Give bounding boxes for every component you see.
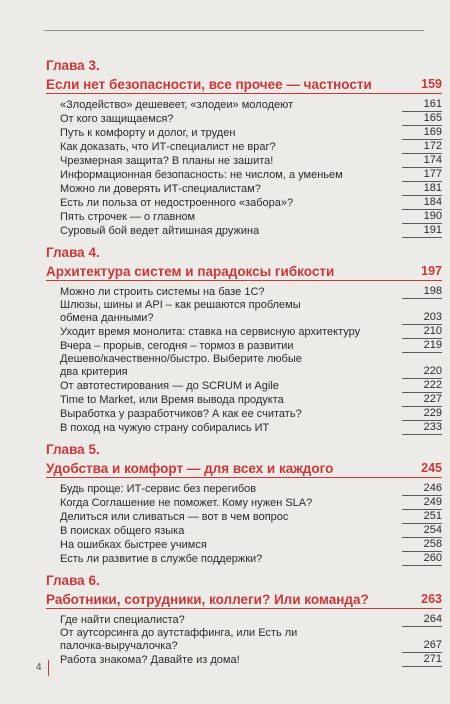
toc-entry-line: Информационная безопасность: не числом, а уменьем xyxy=(60,169,343,181)
toc-entry-title xyxy=(60,169,396,182)
toc-entry-title xyxy=(60,99,396,112)
toc-entry-line: В поисках общего языка xyxy=(60,525,185,537)
toc-entry-page-number: 233 xyxy=(402,421,442,435)
toc-entry-title xyxy=(60,286,396,299)
toc-entry-page-number: 210 xyxy=(402,325,442,339)
toc-entry xyxy=(60,353,442,379)
toc-entry-line: Есть ли развитие в службе поддержки? xyxy=(60,553,263,565)
toc-entry-page-number: 184 xyxy=(402,196,442,210)
toc-entry-line: Time to Market, или Время вывода продукта xyxy=(60,394,284,406)
toc-entry-title xyxy=(60,614,396,627)
chapter-title-row xyxy=(46,458,442,478)
toc-entry xyxy=(60,140,442,154)
toc-entry-page-number: 251 xyxy=(402,510,442,524)
toc-entry-page-number: 177 xyxy=(402,168,442,182)
toc-entry-title xyxy=(60,627,396,653)
toc-entry xyxy=(60,182,442,196)
toc-entry-title xyxy=(60,141,396,154)
toc-entry-line: В поход на чужую страну собирались ИТ xyxy=(60,422,270,434)
toc-entry-title xyxy=(60,525,396,538)
toc-entry-line: От кого защищаемся? xyxy=(60,113,174,125)
toc-entry-page-number: 271 xyxy=(402,653,442,667)
chapter-title: Работники, сотрудники, коллеги? Или команда? xyxy=(46,592,369,607)
toc-entry-line: Как доказать, что ИТ-специалист не враг? xyxy=(60,141,276,153)
chapter-title-row xyxy=(46,589,442,609)
toc-entry xyxy=(60,339,442,353)
toc-entry-line: обмена данными? xyxy=(60,312,154,324)
chapter-page-number: 197 xyxy=(421,264,442,278)
entry-list xyxy=(60,285,442,435)
toc-entry xyxy=(60,421,442,435)
chapter-section xyxy=(46,573,442,667)
toc-entry-title xyxy=(60,422,396,435)
toc-entry-line: Работа знакома? Давайте из дома! xyxy=(60,654,240,666)
toc-entry-line: Шлюзы, шины и API – как решаются проблемы xyxy=(60,299,301,311)
toc-entry xyxy=(60,482,442,496)
toc-entry-title xyxy=(60,127,396,140)
toc-entry-title xyxy=(60,326,396,339)
toc-entry-line: От аутсорсинга до аутстаффинга, или Есть ли xyxy=(60,627,298,639)
folio-bar xyxy=(48,660,49,676)
toc-entry-page-number: 174 xyxy=(402,154,442,168)
toc-entry xyxy=(60,510,442,524)
toc-entry xyxy=(60,627,442,653)
toc-entry xyxy=(60,224,442,238)
chapter-section xyxy=(46,442,442,566)
toc-entry-page-number: 260 xyxy=(402,552,442,566)
toc-entry xyxy=(60,552,442,566)
toc-entry xyxy=(60,524,442,538)
toc-entry-page-number: 190 xyxy=(402,210,442,224)
toc-entry-line: Пять строчек — о главном xyxy=(60,211,196,223)
toc-entry-title xyxy=(60,654,396,667)
toc-entry-line: Будь проще: ИТ-сервис без перегибов xyxy=(60,483,257,495)
toc-entry-title xyxy=(60,380,396,393)
toc-entry xyxy=(60,98,442,112)
toc-entry-page-number: 227 xyxy=(402,393,442,407)
chapter-label: Глава 5. xyxy=(46,442,100,457)
toc-entry xyxy=(60,299,442,325)
toc-entry-page-number: 169 xyxy=(402,126,442,140)
toc-entry-line: На ошибках быстрее учимся xyxy=(60,539,207,551)
toc-entry xyxy=(60,393,442,407)
toc-entry-page-number: 198 xyxy=(402,285,442,299)
toc-entry-title xyxy=(60,408,396,421)
toc-entry-line: Дешево/качественно/быстро. Выберите любые xyxy=(60,353,302,365)
toc-entry-line: Путь к комфорту и долог, и труден xyxy=(60,127,236,139)
entry-list xyxy=(60,98,442,238)
toc-entry xyxy=(60,538,442,552)
toc-entry xyxy=(60,325,442,339)
toc-entry-page-number: 254 xyxy=(402,524,442,538)
table-of-contents xyxy=(46,58,442,674)
chapter-title-row xyxy=(46,74,442,94)
toc-entry-title xyxy=(60,553,396,566)
toc-entry-page-number: 267 xyxy=(402,639,442,653)
toc-entry-page-number: 161 xyxy=(402,98,442,112)
toc-entry-title xyxy=(60,539,396,552)
toc-entry-title xyxy=(60,225,396,238)
chapter-title: Удобства и комфорт — для всех и каждого xyxy=(46,461,334,476)
toc-entry xyxy=(60,196,442,210)
toc-entry-title xyxy=(60,299,396,325)
toc-entry-title xyxy=(60,394,396,407)
toc-entry-title xyxy=(60,197,396,210)
chapter-title-row xyxy=(46,261,442,281)
chapter-label: Глава 6. xyxy=(46,573,100,588)
chapter-page-number: 263 xyxy=(421,592,442,606)
toc-entry xyxy=(60,379,442,393)
toc-entry xyxy=(60,653,442,667)
toc-entry-title xyxy=(60,483,396,496)
toc-entry-line: «Злодейство» дешевеет, «злодеи» молодеют xyxy=(60,99,294,111)
toc-entry xyxy=(60,407,442,421)
toc-entry-title xyxy=(60,155,396,168)
top-rule xyxy=(44,30,424,31)
toc-entry-line: Есть ли польза от недостроенного «забора»? xyxy=(60,197,294,209)
toc-entry-line: Когда Соглашение не поможет. Кому нужен SLA? xyxy=(60,497,313,509)
toc-entry-line: Где найти специалиста? xyxy=(60,614,185,626)
toc-entry-page-number: 258 xyxy=(402,538,442,552)
toc-entry-page-number: 172 xyxy=(402,140,442,154)
toc-entry xyxy=(60,285,442,299)
toc-entry xyxy=(60,613,442,627)
toc-entry-line: Делиться или сливаться — вот в чем вопрос xyxy=(60,511,289,523)
chapter-label: Глава 4. xyxy=(46,245,100,260)
chapter-page-number: 245 xyxy=(421,461,442,475)
chapter-title: Если нет безопасности, все прочее — частности xyxy=(46,77,372,92)
entry-list xyxy=(60,482,442,566)
toc-entry xyxy=(60,496,442,510)
toc-entry-page-number: 246 xyxy=(402,482,442,496)
toc-entry-title xyxy=(60,211,396,224)
toc-entry-page-number: 249 xyxy=(402,496,442,510)
toc-entry-line: Выработка у разработчиков? А как ее считать? xyxy=(60,408,302,420)
toc-entry-page-number: 229 xyxy=(402,407,442,421)
toc-entry xyxy=(60,126,442,140)
toc-entry-title xyxy=(60,353,396,379)
toc-entry-page-number: 191 xyxy=(402,224,442,238)
chapter-page-number: 159 xyxy=(421,77,442,91)
toc-entry-line: Можно ли доверять ИТ-специалистам? xyxy=(60,183,261,195)
toc-entry-title xyxy=(60,113,396,126)
toc-entry-page-number: 181 xyxy=(402,182,442,196)
toc-entry-title xyxy=(60,497,396,510)
toc-entry-line: Вчера – прорыв, сегодня – тормоз в развитии xyxy=(60,340,294,352)
toc-entry-line: Суровый бой ведет айтишная дружина xyxy=(60,225,260,237)
chapter-label: Глава 3. xyxy=(46,58,100,73)
chapter-section xyxy=(46,58,442,238)
toc-entry-line: палочка-выручалочка? xyxy=(60,640,178,652)
toc-entry-page-number: 165 xyxy=(402,112,442,126)
toc-entry-line: Уходит время монолита: ставка на сервисную архитектуру xyxy=(60,326,361,338)
toc-entry-line: Можно ли строить системы на базе 1С? xyxy=(60,286,265,298)
toc-entry-page-number: 264 xyxy=(402,613,442,627)
toc-entry-page-number: 220 xyxy=(402,365,442,379)
toc-entry-title xyxy=(60,183,396,196)
toc-entry-line: Чрезмерная защита? В планы не зашита! xyxy=(60,155,274,167)
toc-entry-page-number: 222 xyxy=(402,379,442,393)
page-number: 4 xyxy=(36,662,42,673)
toc-entry-title xyxy=(60,340,396,353)
toc-entry xyxy=(60,154,442,168)
toc-entry xyxy=(60,112,442,126)
toc-entry xyxy=(60,168,442,182)
toc-entry-page-number: 203 xyxy=(402,311,442,325)
chapter-section xyxy=(46,245,442,435)
toc-entry-title xyxy=(60,511,396,524)
toc-entry-line: От автотестирования — до SCRUM и Agile xyxy=(60,380,279,392)
toc-entry-line: два критерия xyxy=(60,366,128,378)
chapter-title: Архитектура систем и парадоксы гибкости xyxy=(46,264,335,279)
entry-list xyxy=(60,613,442,667)
toc-entry xyxy=(60,210,442,224)
toc-entry-page-number: 219 xyxy=(402,339,442,353)
